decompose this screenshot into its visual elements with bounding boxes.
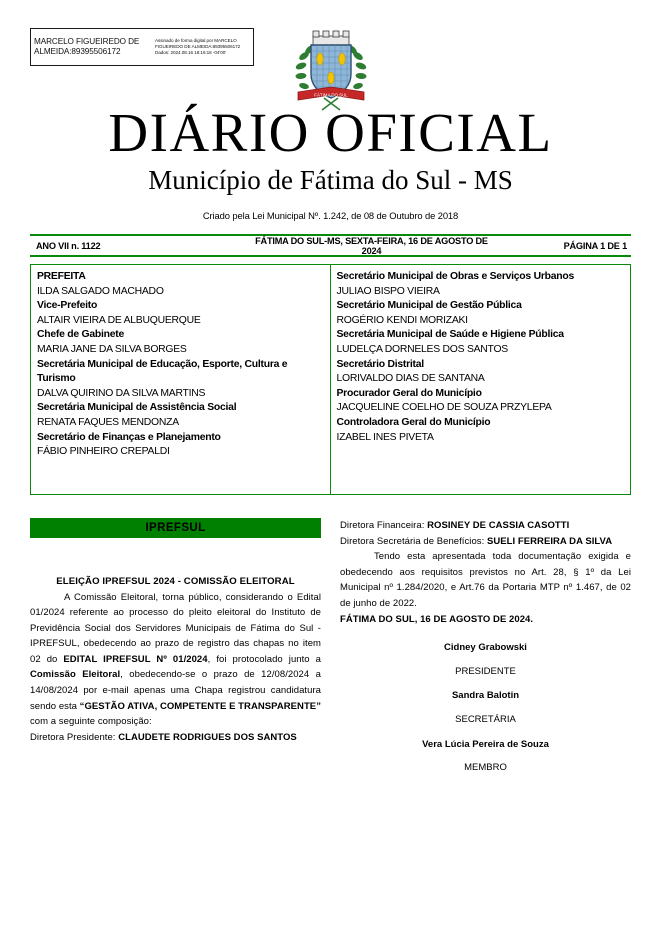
- official-name: LUDELÇA DORNELES DOS SANTOS: [336, 343, 508, 355]
- official-name: ILDA SALGADO MACHADO: [37, 285, 164, 297]
- signatory-role: MEMBRO: [464, 762, 507, 774]
- official-role: Secretária Municipal de Assistência Social: [37, 402, 237, 414]
- diretora-presidente-label: Diretora Presidente:: [30, 731, 119, 743]
- section-banner-iprefsul: IPREFSUL: [30, 518, 321, 538]
- diretora-financeira-line: [340, 518, 631, 534]
- signature-meta-line-2: FIGUEIREDO DE ALMEIDA:89395506172: [155, 43, 241, 49]
- official-role: PREFEITA: [37, 271, 86, 282]
- official-name: LORIVALDO DIAS DE SANTANA: [336, 373, 485, 385]
- officials-column-left: [31, 265, 331, 494]
- notice-text-g: com a seguinte composição:: [30, 716, 152, 728]
- page-top-row: [30, 0, 631, 96]
- diretora-presidente-name: CLAUDETE RODRIGUES DOS SANTOS: [118, 731, 297, 743]
- notice-paragraph: [30, 590, 321, 730]
- page-indicator: PÁGINA 1 DE 1: [563, 240, 627, 251]
- masthead: [30, 104, 631, 223]
- official-name: ROGÉRIO KENDI MORIZAKI: [336, 314, 468, 326]
- diretora-beneficios-name: SUELI FERREIRA DA SILVA: [486, 535, 613, 547]
- official-role: Secretário de Finanças e Planejamento: [37, 431, 221, 443]
- coat-of-arms-icon: [292, 26, 370, 112]
- notice-text-c: , foi protocolado junto a: [207, 653, 322, 665]
- notice-slate-name: “GESTÃO ATIVA, COMPETENTE E TRANSPARENTE”: [79, 700, 321, 712]
- dateline: FÁTIMA DO SUL, 16 DE AGOSTO DE 2024.: [340, 613, 534, 625]
- official-role: Chefe de Gabinete: [37, 329, 124, 341]
- document-heading: ELEIÇÃO IPREFSUL 2024 - COMISSÃO ELEITORAL: [56, 576, 295, 587]
- signature-name-line-1: MARCELO FIGUEIREDO DE: [34, 36, 140, 46]
- official-name: RENATA FAQUES MENDONZA: [37, 416, 179, 428]
- official-role: Secretária Municipal de Saúde e Higiene Pública: [336, 329, 564, 341]
- signatory-name: Cidney Grabowski: [444, 642, 527, 654]
- issue-year-number: ANO VII n. 1122: [36, 240, 101, 251]
- signatory-spacer: [340, 728, 631, 737]
- official-role: Vice-Prefeito: [37, 300, 98, 312]
- officials-column-right: [331, 265, 631, 494]
- body-columns: [30, 518, 631, 776]
- official-name: FÁBIO PINHEIRO CREPALDI: [37, 446, 170, 458]
- masthead-subtitle: Município de Fátima do Sul - MS: [148, 165, 513, 195]
- diretora-presidente-line: [30, 730, 321, 746]
- notice-commission-ref: Comissão Eleitoral: [30, 669, 121, 681]
- official-role: Secretária Municipal de Educação, Esporte, Cultura e Turismo: [37, 358, 288, 385]
- signatory-spacer: [340, 679, 631, 688]
- official-name: IZABEL INES PIVETA: [336, 431, 434, 443]
- page-title: DIÁRIO OFICIAL: [108, 102, 553, 163]
- notice-edital-ref: EDITAL IPREFSUL Nº 01/2024: [63, 653, 208, 665]
- official-name: ALTAIR VIEIRA DE ALBUQUERQUE: [37, 314, 201, 326]
- signatories-list: [340, 640, 631, 776]
- signatory-name: Sandra Balotin: [451, 690, 520, 702]
- issue-place-date: FÁTIMA DO SUL-MS, SEXTA-FEIRA, 16 DE AGOSTO DE 2024: [255, 235, 488, 256]
- official-role: Secretário Municipal de Obras e Serviços Urbanos: [336, 271, 574, 282]
- official-role: Controladora Geral do Município: [336, 416, 491, 428]
- signature-metadata: [151, 38, 253, 57]
- official-name: DALVA QUIRINO DA SILVA MARTINS: [37, 387, 206, 399]
- official-name: MARIA JANE DA SILVA BORGES: [37, 343, 187, 355]
- signature-meta-line-1: Assinado de forma digital por MARCELO: [155, 37, 237, 43]
- issue-info-bar: [30, 234, 631, 257]
- body-column-right: [340, 518, 631, 776]
- signatory-name: Vera Lúcia Pereira de Souza: [422, 738, 549, 750]
- signature-name-line-2: ALMEIDA:89395506172: [34, 47, 121, 56]
- requirements-paragraph: Tendo esta apresentada toda documentação exigida e obedecendo aos requisitos previstos no Art. 28, § 1º da Lei Municipal nº 1.284/2020, e Art.76 da Portaria MTP nº 1.467, de 02 de junho de 2022.: [340, 551, 631, 609]
- signatory-role: SECRETÁRIA: [455, 713, 516, 725]
- diretora-beneficios-line: [340, 534, 631, 550]
- digital-signature-stamp: [30, 28, 254, 66]
- body-column-left: [30, 518, 321, 776]
- diretora-beneficios-label: Diretora Secretária de Benefícios:: [340, 535, 487, 547]
- official-role: Secretário Municipal de Gestão Pública: [336, 300, 522, 312]
- signature-subject-name: [31, 37, 151, 58]
- diretora-financeira-name: ROSINEY DE CASSIA CASOTTI: [427, 520, 570, 531]
- notice-text-e: , obedecendo-se o prazo de 12/08/2024 a 14/08/2024 por e-mail apenas uma Chapa registrou candidatura sendo esta: [30, 669, 321, 712]
- official-role: Secretário Distrital: [336, 358, 424, 370]
- masthead-law-reference: Criado pela Lei Municipal Nº. 1.242, de 08 de Outubro de 2018: [202, 210, 459, 221]
- coat-of-arms-ribbon-text: FÁTIMA DO SUL: [313, 92, 348, 98]
- signature-meta-line-3: Dados: 2024.08.16 18:16:18 -04'00': [155, 50, 227, 56]
- notice-text-a: A Comissão Eleitoral, torna público, considerando o Edital 01/2024 referente ao processo do pleito eleitoral do Instituto de Previdência Social dos Servidores Municipais de Fátima do Sul - IPREFSUL, obedecendo ao prazo de registro das chapas no item 02 do: [30, 591, 321, 665]
- diretora-financeira-label: Diretora Financeira:: [340, 520, 428, 531]
- official-role: Procurador Geral do Município: [336, 387, 482, 399]
- signatory-role: PRESIDENTE: [455, 665, 516, 677]
- official-name: JACQUELINE COELHO DE SOUZA PRZYLEPA: [336, 402, 552, 414]
- officials-box: [30, 264, 631, 495]
- signature-spacer: [340, 627, 631, 640]
- official-name: JULIAO BISPO VIEIRA: [336, 285, 440, 297]
